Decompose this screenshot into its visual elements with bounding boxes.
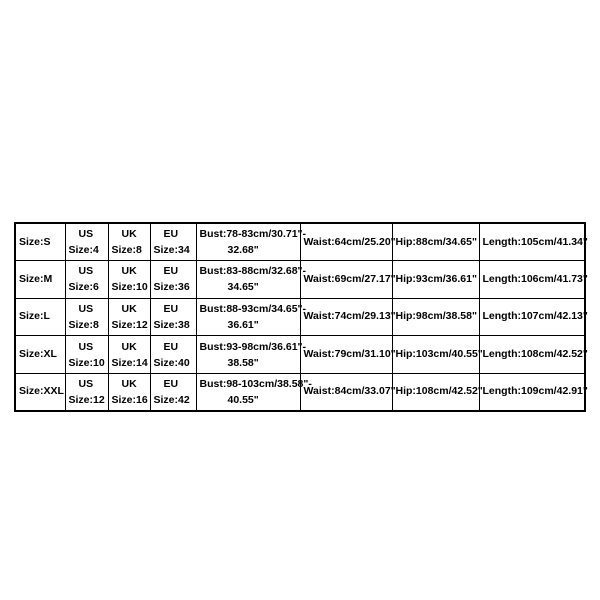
- eu-size-value: Size:34: [153, 244, 190, 257]
- size-row-l: [15, 298, 585, 336]
- eu-size-heading: EU: [163, 302, 179, 315]
- us-size-value: Size:6: [68, 281, 99, 294]
- bust-line-1: Bust:88-93cm/34.65"-: [199, 302, 307, 315]
- us-size-value: Size:12: [68, 393, 105, 406]
- size-cell: Size:M: [15, 261, 65, 299]
- us-size-cell: [65, 373, 108, 411]
- bust-line-1: Bust:98-103cm/38.58"-: [199, 377, 312, 390]
- uk-size-heading: UK: [121, 302, 137, 315]
- bust-cell: [196, 298, 307, 336]
- uk-size-heading: UK: [121, 265, 137, 278]
- uk-size-cell: [108, 373, 150, 411]
- eu-size-cell: [150, 336, 196, 374]
- uk-size-value: Size:16: [111, 393, 148, 406]
- size-cell: Size:S: [15, 223, 65, 261]
- eu-size-cell: [150, 223, 196, 261]
- uk-size-cell: [108, 298, 150, 336]
- uk-size-value: Size:14: [111, 356, 148, 369]
- bust-line-1: Bust:93-98cm/36.61"-: [199, 340, 307, 353]
- waist-cell: Waist:79cm/31.10": [300, 336, 392, 374]
- uk-size-value: Size:8: [111, 244, 142, 257]
- eu-size-value: Size:40: [153, 356, 190, 369]
- uk-size-heading: UK: [121, 377, 137, 390]
- bust-cell: [196, 336, 307, 374]
- bust-cell: [196, 223, 307, 261]
- us-size-heading: US: [78, 302, 94, 315]
- eu-size-heading: EU: [163, 377, 179, 390]
- size-cell: Size:XXL: [15, 373, 65, 411]
- eu-size-heading: EU: [163, 265, 179, 278]
- bust-line-1: Bust:78-83cm/30.71"-: [199, 228, 307, 241]
- uk-size-heading: UK: [121, 340, 137, 353]
- uk-size-cell: [108, 336, 150, 374]
- size-row-xxl: [15, 373, 585, 411]
- length-cell: Length:108cm/42.52": [479, 336, 585, 374]
- eu-size-cell: [150, 261, 196, 299]
- eu-size-heading: EU: [163, 228, 179, 241]
- waist-cell: Waist:64cm/25.20": [300, 223, 392, 261]
- length-cell: Length:106cm/41.73": [479, 261, 585, 299]
- uk-size-cell: [108, 223, 150, 261]
- bust-cell: [196, 261, 307, 299]
- hip-cell: Hip:98cm/38.58": [392, 298, 479, 336]
- us-size-cell: [65, 298, 108, 336]
- waist-cell: Waist:84cm/33.07": [300, 373, 392, 411]
- us-size-cell: [65, 261, 108, 299]
- us-size-cell: [65, 223, 108, 261]
- size-row-xl: [15, 336, 585, 374]
- waist-cell: Waist:74cm/29.13": [300, 298, 392, 336]
- us-size-cell: [65, 336, 108, 374]
- waist-cell: Waist:69cm/27.17": [300, 261, 392, 299]
- bust-line-1: Bust:83-88cm/32.68"-: [199, 265, 307, 278]
- hip-cell: Hip:108cm/42.52": [392, 373, 479, 411]
- eu-size-value: Size:38: [153, 318, 190, 331]
- length-cell: Length:105cm/41.34": [479, 223, 585, 261]
- length-cell: Length:107cm/42.13": [479, 298, 585, 336]
- us-size-heading: US: [78, 228, 94, 241]
- bust-cell: [196, 373, 312, 411]
- us-size-value: Size:4: [68, 244, 99, 257]
- uk-size-value: Size:10: [111, 281, 148, 294]
- eu-size-cell: [150, 298, 196, 336]
- eu-size-value: Size:36: [153, 281, 190, 294]
- uk-size-heading: UK: [121, 228, 137, 241]
- uk-size-cell: [108, 261, 150, 299]
- uk-size-value: Size:12: [111, 318, 148, 331]
- size-row-m: [15, 261, 585, 299]
- eu-size-heading: EU: [163, 340, 179, 353]
- us-size-heading: US: [78, 377, 94, 390]
- length-cell: Length:109cm/42.91": [479, 373, 585, 411]
- size-chart-table: [14, 222, 586, 412]
- eu-size-cell: [150, 373, 196, 411]
- us-size-heading: US: [78, 340, 94, 353]
- size-cell: Size:XL: [15, 336, 65, 374]
- us-size-heading: US: [78, 265, 94, 278]
- hip-cell: Hip:93cm/36.61": [392, 261, 479, 299]
- size-row-s: [15, 223, 585, 261]
- bust-line-2: 40.55": [227, 393, 259, 406]
- hip-cell: Hip:103cm/40.55": [392, 336, 479, 374]
- hip-cell: Hip:88cm/34.65": [392, 223, 479, 261]
- bust-line-2: 32.68": [227, 244, 259, 257]
- us-size-value: Size:10: [68, 356, 105, 369]
- bust-line-2: 36.61": [227, 318, 259, 331]
- eu-size-value: Size:42: [153, 393, 190, 406]
- bust-line-2: 38.58": [227, 356, 259, 369]
- size-cell: Size:L: [15, 298, 65, 336]
- bust-line-2: 34.65": [227, 281, 259, 294]
- us-size-value: Size:8: [68, 318, 99, 331]
